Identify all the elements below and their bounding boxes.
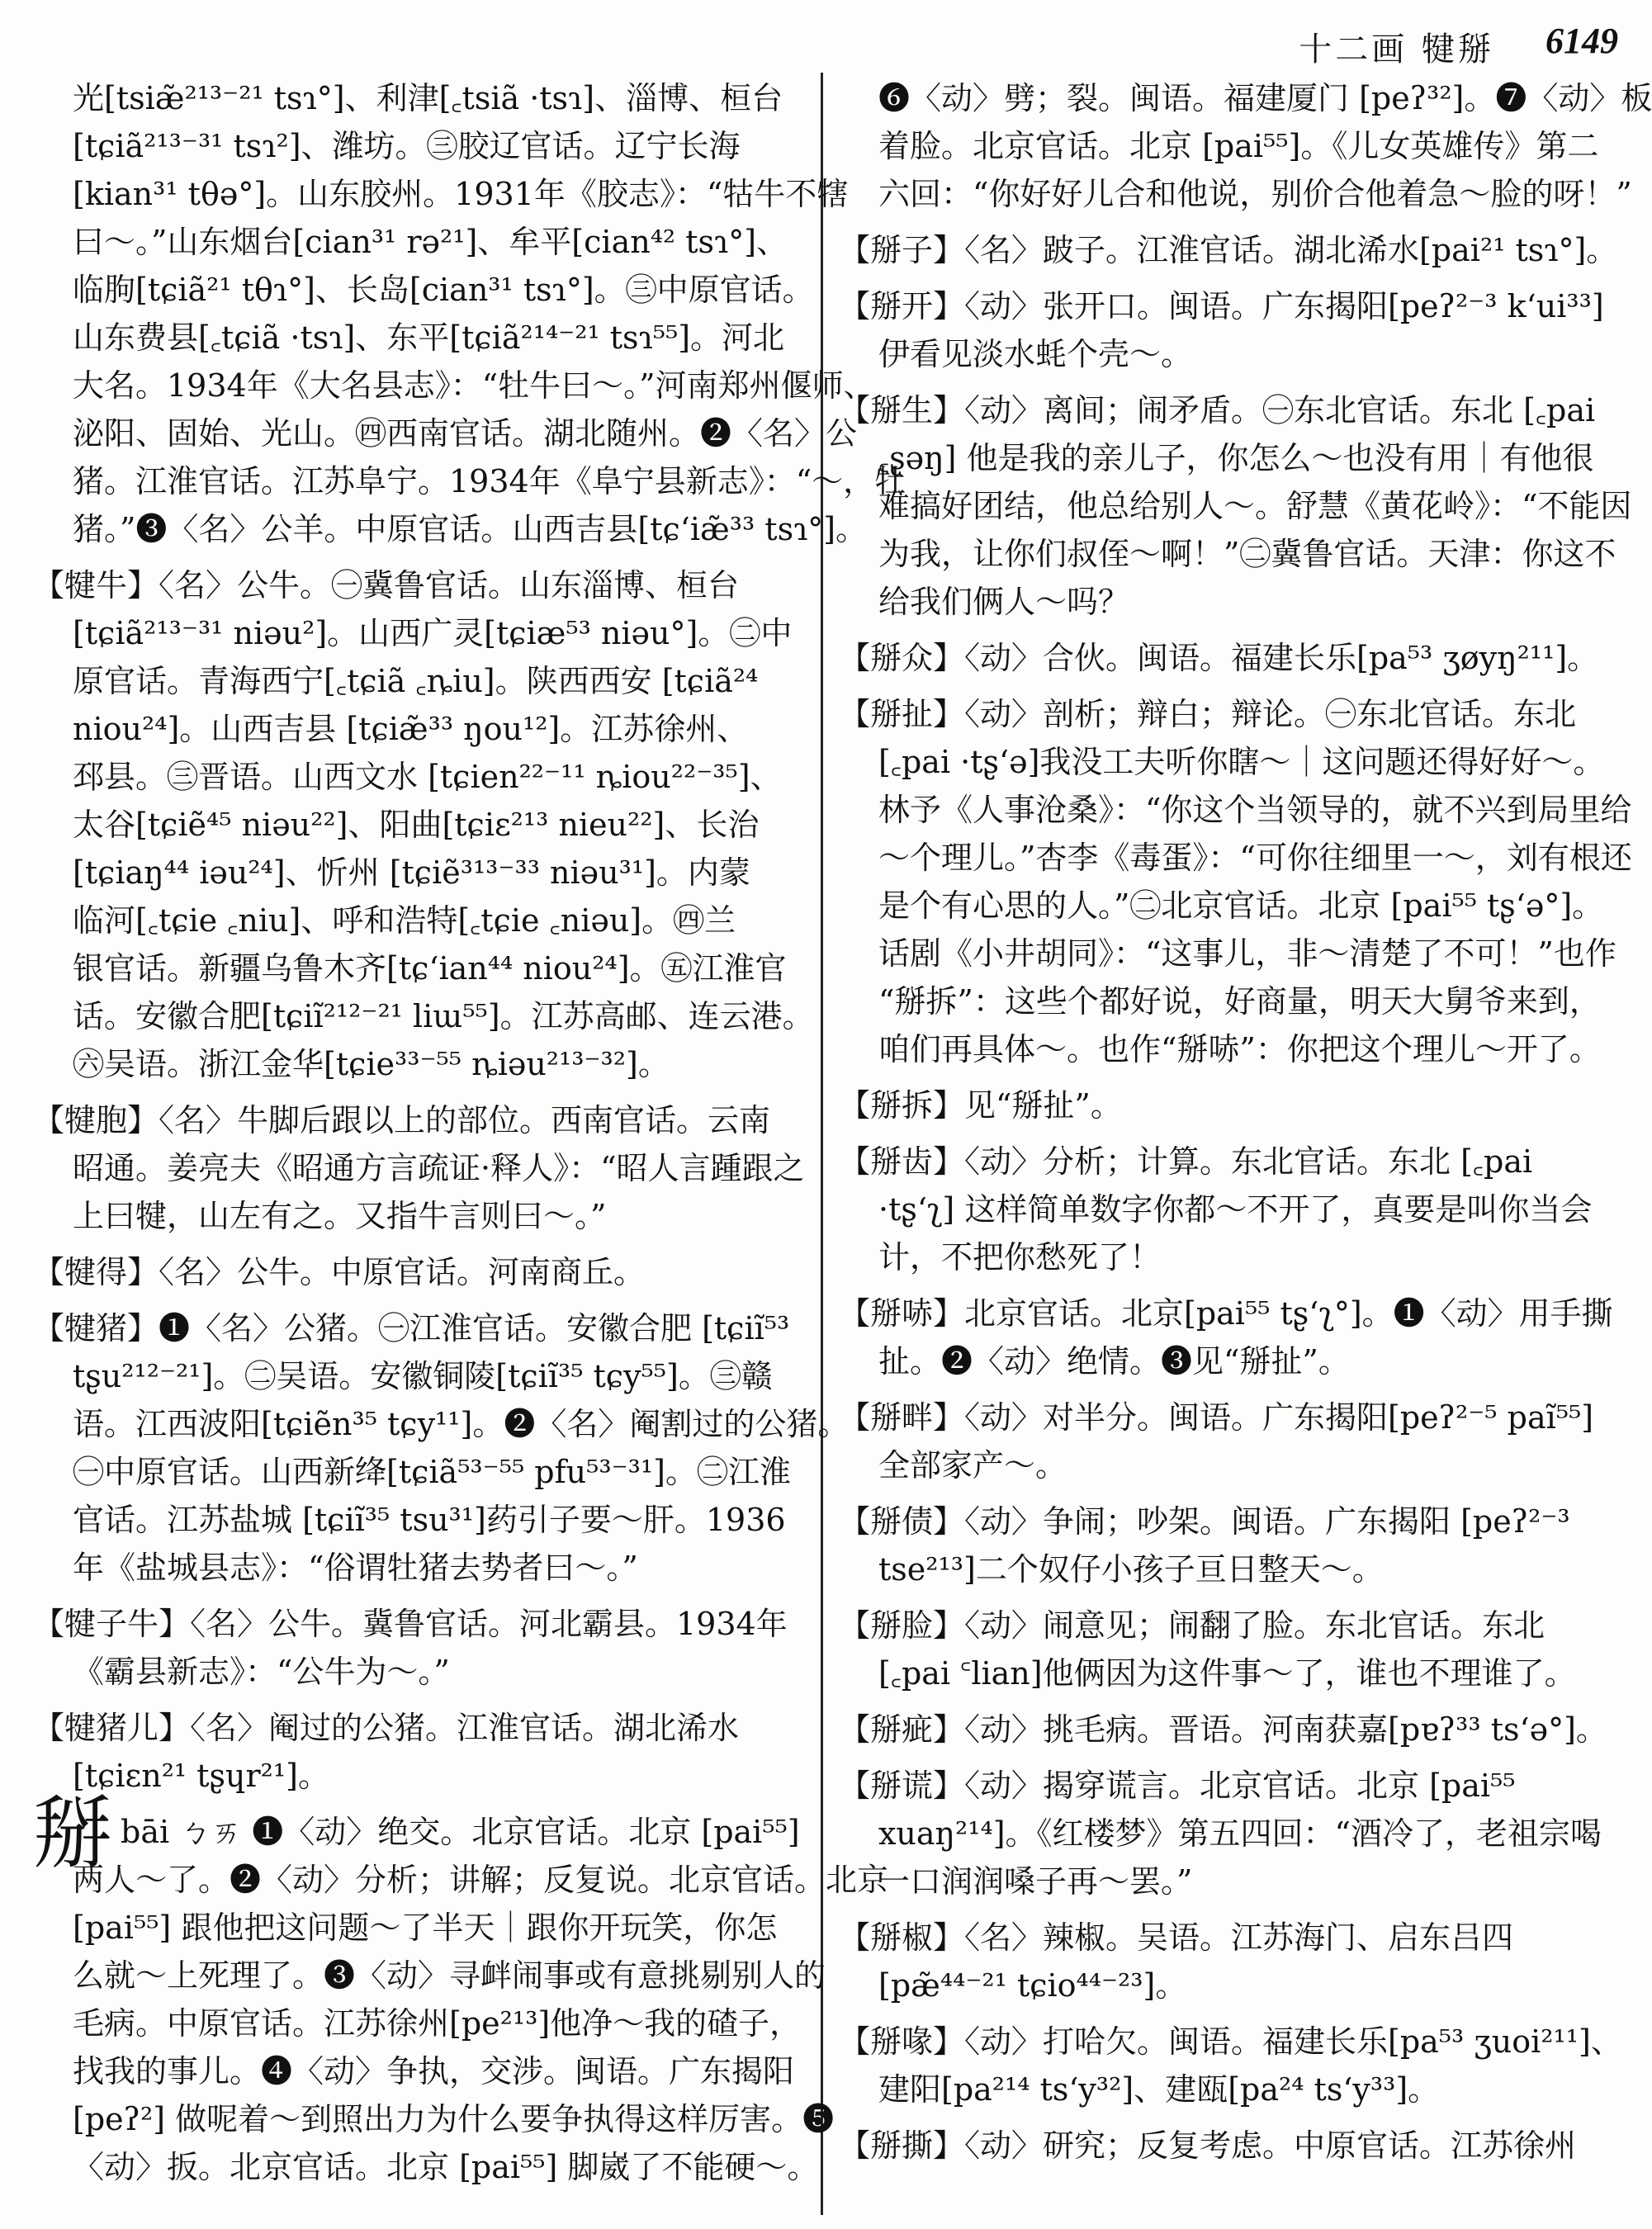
line-text: 官话。江苏盐城 [tɕiĩ³⁵ tsu³¹]药引子要～肝。1936 (73, 1502, 786, 1538)
line-text: 【犍子牛】〈名〉公牛。冀鲁官话。河北霸县。1934年 (33, 1606, 788, 1642)
line-text: 【掰拆】见“掰扯”。 (839, 1087, 1122, 1124)
text-line (839, 282, 1623, 330)
line-text: 【掰喙】〈动〉打哈欠。闽语。福建长乐[pa⁵³ ʒuoi²¹¹]、 (839, 2023, 1622, 2060)
text-line (839, 2066, 1623, 2113)
line-text: 大名。1934年《大名县志》：“牡牛曰～。”河南郑州偃师、 (73, 367, 875, 404)
line-text: 咱们再具体～。也作“掰哧”：你把这个理儿～开了。 (878, 1031, 1601, 1067)
line-text: 猪。”❸〈名〉公羊。中原官话。山西吉县[tɕʻiæ̃³³ tsɿ°]。 (73, 511, 868, 547)
line-text: xuaŋ²¹⁴]。《红楼梦》第五四回：“酒冷了，老祖宗喝 (878, 1815, 1602, 1852)
line-text: 临朐[tɕiã²¹ tθɿ°]、长岛[cian³¹ tsɿ°]。㊂中原官话。 (73, 272, 814, 308)
text-line (839, 1025, 1623, 1073)
text-line (839, 1545, 1623, 1593)
line-text: 给我们俩人～吗？ (878, 584, 1130, 620)
text-line (33, 122, 809, 170)
line-text: 猪。江淮官话。江苏阜宁。1934年《阜宁县新志》：“～，牡 (73, 463, 906, 499)
text-line (33, 170, 849, 218)
line-text: 两人～了。❷〈动〉分析；讲解；反复说。北京官话。北京 (73, 1862, 889, 1898)
text-line (839, 1185, 1623, 1233)
line-text: [tɕiã²¹³⁻³¹ niəu²]。山西广灵[tɕiæ⁵³ niəu°]。㊁中 (73, 615, 793, 651)
line-text: 〈动〉扳。北京官话。北京 [pai⁵⁵] 脚崴了不能硬～。 (73, 2149, 819, 2185)
text-line (33, 657, 809, 705)
line-text: 六回：“你好好儿合和他说，别价合他着急～脸的呀！” (878, 176, 1632, 212)
line-text: 话剧《小井胡同》：“这事儿，非～清楚了不可！”也作 (878, 935, 1616, 972)
text-line (839, 1441, 1623, 1489)
text-line (839, 1081, 1623, 1129)
line-text: 为我，让你们叔侄～啊！”㊁冀鲁官话。天津：你这不 (878, 536, 1616, 572)
line-text: 【犍得】〈名〉公牛。中原官话。河南商丘。 (33, 1254, 646, 1290)
line-text: [peʔ²] 做呢着～到照出力为什么要争执得这样厉害。❺ (73, 2101, 835, 2137)
line-text: 伊看见淡水蚝个壳～。 (878, 336, 1193, 372)
text-line (33, 2095, 835, 2143)
text-line (33, 1400, 850, 1448)
text-line (33, 609, 809, 657)
line-text: 《霸县新志》：“公牛为～。” (73, 1654, 450, 1690)
line-text: [pæ̃⁴⁴⁻²¹ tɕio⁴⁴⁻²³]。 (878, 1967, 1187, 2004)
text-line (33, 1496, 809, 1544)
text-line (33, 753, 809, 801)
text-line (33, 314, 809, 362)
running-head: 十二画 犍掰 (1299, 31, 1494, 69)
text-line (839, 330, 1623, 378)
text-line (33, 849, 809, 897)
text-line (839, 2018, 1623, 2066)
line-text: 话。安徽合肥[tɕiĩ²¹²⁻²¹ liɯ⁵⁵]。江苏高邮、连云港。 (73, 998, 814, 1034)
line-text: [pai⁵⁵] 跟他把这问题～了半天｜跟你开玩笑，你怎 (73, 1910, 778, 1946)
line-text: 原官话。青海西宁[꜀tɕiã ꜀ȵiu]。陕西西安 [tɕiã²⁴ (73, 663, 759, 699)
right-column (839, 74, 1652, 2170)
line-text: 【掰开】〈动〉张开口。闽语。广东揭阳[peʔ²⁻³ kʻui³³] (839, 288, 1604, 324)
text-line (839, 122, 1623, 170)
text-line (839, 1602, 1623, 1649)
text-line (33, 1648, 809, 1696)
text-line (33, 992, 814, 1040)
line-text: niou²⁴]。山西吉县 [tɕiæ̃³³ ŋou¹²]。江苏徐州、 (73, 711, 749, 747)
line-text: 【掰疵】〈动〉挑毛病。晋语。河南获嘉[pɐʔ³³ tsʻə°]。 (839, 1711, 1607, 1748)
line-text: 林予《人事沧桑》：“你这个当领导的，就不兴到局里给 (878, 792, 1632, 828)
line-text: ·tʂʻʅ] 这样简单数字你都～不开了，真要是叫你当会 (878, 1191, 1593, 1228)
text-line (839, 386, 1623, 434)
text-line (33, 801, 809, 849)
text-line (839, 1337, 1623, 1385)
line-text: 【掰子】〈名〉跛子。江淮官话。湖北浠水[pai²¹ tsɿ°]。 (839, 232, 1618, 268)
line-text: 泌阳、固始、光山。㊃西南官话。湖北随州。❷〈名〉公 (73, 415, 858, 452)
line-text: 昭通。姜亮夫《昭通方言疏证·释人》：“昭人言踵跟之 (73, 1150, 805, 1186)
text-line (839, 1810, 1623, 1858)
line-text: 【掰齿】〈动〉分析；计算。东北官话。东北 [꜀pai (839, 1143, 1533, 1180)
text-line (33, 1752, 809, 1800)
line-text: ❻〈动〉劈；裂。闽语。福建厦门 [peʔ³²]。❼〈动〉板 (878, 80, 1652, 116)
text-line (33, 1787, 809, 1880)
text-line (33, 74, 809, 122)
text-line (33, 1704, 809, 1752)
line-text: 扯。❷〈动〉绝情。❸见“掰扯”。 (878, 1343, 1350, 1380)
text-line (839, 1290, 1623, 1337)
text-line (839, 434, 1623, 482)
line-text: 【掰谎】〈动〉揭穿谎言。北京官话。北京 [pai⁵⁵ (839, 1768, 1516, 1804)
line-text: 找我的事儿。❹〈动〉争执，交涉。闽语。广东揭阳 (73, 2053, 795, 2089)
line-text: tse²¹³]二个奴仔小孩子亘日整天～。 (878, 1551, 1384, 1588)
line-text: 么就～上死理了。❸〈动〉寻衅闹事或有意挑剔别人的 (73, 1957, 826, 1994)
text-line (839, 1394, 1623, 1441)
text-line (33, 1952, 826, 1999)
text-line (33, 505, 868, 553)
line-text: 【掰债】〈动〉争闹；吵架。闽语。广东揭阳 [peʔ²⁻³ (839, 1503, 1570, 1540)
line-text: 难搞好团结，他总给别人～。舒慧《黄花岭》：“不能因 (878, 488, 1632, 524)
text-line (33, 362, 875, 409)
line-text: 【掰椒】〈名〉辣椒。吴语。江苏海门、启东吕四 (839, 1919, 1514, 1956)
line-text: bāi ㄅㄞ ❶〈动〉绝交。北京官话。北京 [pai⁵⁵] (121, 1814, 800, 1850)
text-line (33, 705, 809, 753)
text-line (839, 1762, 1623, 1810)
text-line (839, 170, 1632, 218)
line-text: 上曰犍，山左有之。又指牛言则曰～。” (73, 1198, 607, 1234)
line-text: ～个理儿。”杏李《毒蛋》：“可你往细里一～，刘有根还 (878, 840, 1632, 876)
text-line (839, 578, 1623, 626)
text-line (839, 930, 1623, 977)
text-line (839, 74, 1652, 122)
text-line (839, 690, 1623, 738)
line-text: 着脸。北京官话。北京 [pai⁵⁵]。《儿女英雄传》第二 (878, 128, 1599, 164)
line-text: 【犍猪】❶〈名〉公猪。㊀江淮官话。安徽合肥 [tɕiĩ⁵³ (33, 1310, 790, 1346)
line-text: tʂu²¹²⁻²¹]。㊁吴语。安徽铜陵[tɕiĩ³⁵ tɕy⁵⁵]。㊂赣 (73, 1358, 773, 1394)
line-text: 【掰扯】〈动〉剖析；辩白；辩论。㊀东北官话。东北 (839, 696, 1577, 732)
text-line (839, 786, 1632, 834)
line-text: 曰～。”山东烟台[cian³¹ rə²¹]、牟平[cian⁴² tsɿ°]、 (73, 224, 788, 260)
text-line (839, 1649, 1623, 1697)
line-text: 【犍猪儿】〈名〉阉过的公猪。江淮官话。湖北浠水 (33, 1710, 740, 1746)
line-text: 邳县。㊂晋语。山西文水 [tɕien²²⁻¹¹ ȵiou²²⁻³⁵]、 (73, 759, 782, 795)
text-line (839, 1914, 1623, 1962)
text-line (33, 1448, 809, 1496)
text-line (33, 457, 906, 505)
text-line (839, 530, 1623, 578)
line-text: [tɕiã²¹³⁻³¹ tsɿ²]、潍坊。㊂胶辽官话。辽宁长海 (73, 128, 741, 164)
text-line (33, 1192, 809, 1240)
line-text: 【掰生】〈动〉离间；闹矛盾。㊀东北官话。东北 [꜀pai (839, 392, 1596, 428)
text-line (33, 1040, 809, 1088)
line-text: 光[tsiæ̃²¹³⁻²¹ tsɿ°]、利津[꜀tsiã ·tsɿ]、淄博、桓台 (73, 80, 783, 116)
text-line (33, 266, 814, 314)
line-text: 【掰撕】〈动〉研究；反复考虑。中原官话。江苏徐州 (839, 2127, 1577, 2164)
text-line (33, 1352, 809, 1400)
line-text: ㊅吴语。浙江金华[tɕie³³⁻⁵⁵ ȵiəu²¹³⁻³²]。 (73, 1046, 670, 1082)
text-line (839, 1233, 1623, 1281)
text-line (33, 1248, 809, 1296)
line-text: “掰拆”：这些个都好说，好商量，明天大舅爷来到， (878, 983, 1601, 1020)
line-text: 计，不把你愁死了！ (878, 1239, 1162, 1275)
headword-character: 掰 (33, 1787, 112, 1880)
text-line (33, 218, 809, 266)
text-line (839, 1706, 1623, 1753)
line-text: 语。江西波阳[tɕiẽn³⁵ tɕy¹¹]。❷〈名〉阉割过的公猪。 (73, 1406, 850, 1442)
text-line (33, 1096, 809, 1144)
line-text: 建阳[pa²¹⁴ tsʻy³²]、建瓯[pa²⁴ tsʻy³³]。 (878, 2071, 1440, 2108)
line-text: ꜀ʂəŋ] 他是我的亲儿子，你怎么～也没有用｜有他很 (878, 440, 1594, 476)
line-text: 【犍牛】〈名〉公牛。㊀冀鲁官话。山东淄博、桓台 (33, 567, 740, 603)
text-line (33, 1856, 889, 1904)
text-line (33, 1999, 809, 2047)
text-line (33, 561, 809, 609)
line-text: 是个有心思的人。”㊁北京官话。北京 [pai⁵⁵ tʂʻə°]。 (878, 887, 1604, 924)
text-line (839, 1498, 1623, 1545)
line-text: 年《盐城县志》：“俗谓牡猪去势者曰～。” (73, 1550, 638, 1586)
line-text: 临河[꜀tɕie ꜀niu]、呼和浩特[꜀tɕie ꜀niəu]。㊃兰 (73, 902, 736, 939)
text-line (839, 1858, 1623, 1905)
line-text: [kian³¹ tθə°]。山东胶州。1931年《胶志》：“牯牛不犗 (73, 176, 849, 212)
text-line (33, 2047, 809, 2095)
line-text: [tɕiaŋ⁴⁴ iəu²⁴]、忻州 [tɕiẽ³¹³⁻³³ niəu³¹]。内蒙 (73, 854, 750, 891)
text-line (839, 482, 1632, 530)
text-line (839, 226, 1623, 274)
line-text: 【掰众】〈动〉合伙。闽语。福建长乐[pa⁵³ ʒøyŋ²¹¹]。 (839, 640, 1599, 676)
text-line (33, 409, 858, 457)
text-line (33, 1904, 809, 1952)
text-line (33, 944, 809, 992)
text-line (33, 1544, 809, 1592)
line-text: 【犍胞】〈名〉牛脚后跟以上的部位。西南官话。云南 (33, 1102, 771, 1138)
text-line (839, 2122, 1623, 2170)
text-line (839, 1138, 1623, 1185)
text-line (33, 1144, 809, 1192)
text-line (33, 897, 809, 944)
text-line (839, 977, 1623, 1025)
text-line (33, 1600, 809, 1648)
line-text: [tɕiɛn²¹ tʂɥr²¹]。 (73, 1758, 329, 1794)
line-text: 【掰哧】北京官话。北京[pai⁵⁵ tʂʻʅ°]。❶〈动〉用手撕 (839, 1295, 1613, 1332)
line-text: 全部家产～。 (878, 1447, 1067, 1484)
text-line (33, 2143, 819, 2191)
line-text: 【掰脸】〈动〉闹意见；闹翻了脸。东北官话。东北 (839, 1607, 1545, 1644)
text-line (839, 738, 1623, 786)
line-text: [꜀pai ꜂lian]他俩因为这件事～了，谁也不理谁了。 (878, 1655, 1576, 1692)
text-line (839, 834, 1632, 882)
line-text: 山东费县[꜀tɕiã ·tsɿ]、东平[tɕiã²¹⁴⁻²¹ tsɿ⁵⁵]。河北 (73, 319, 785, 356)
text-line (839, 634, 1623, 682)
text-line (33, 1304, 809, 1352)
line-text: 银官话。新疆乌鲁木齐[tɕʻian⁴⁴ niou²⁴]。㊄江淮官 (73, 950, 787, 987)
line-text: 【掰畔】〈动〉对半分。闽语。广东揭阳[peʔ²⁻⁵ paĩ⁵⁵] (839, 1399, 1594, 1436)
text-line (839, 882, 1623, 930)
line-text: 毛病。中原官话。江苏徐州[pe²¹³]他净～我的碴子， (73, 2005, 802, 2042)
line-text: ㊀中原官话。山西新绛[tɕiã⁵³⁻⁵⁵ pfu⁵³⁻³¹]。㊁江淮 (73, 1454, 791, 1490)
page-header (0, 15, 1651, 69)
page-number: 6149 (1545, 21, 1618, 61)
text-line (839, 1962, 1623, 2009)
line-text: [꜀pai ·tʂʻə]我没工夫听你瞎～｜这问题还得好好～。 (878, 744, 1605, 780)
left-column (33, 74, 906, 2191)
line-text: 太谷[tɕiẽ⁴⁵ niəu²²]、阳曲[tɕiɛ²¹³ nieu²²]、长治 (73, 807, 760, 843)
line-text: 一口润润嗓子再～罢。” (878, 1863, 1193, 1900)
